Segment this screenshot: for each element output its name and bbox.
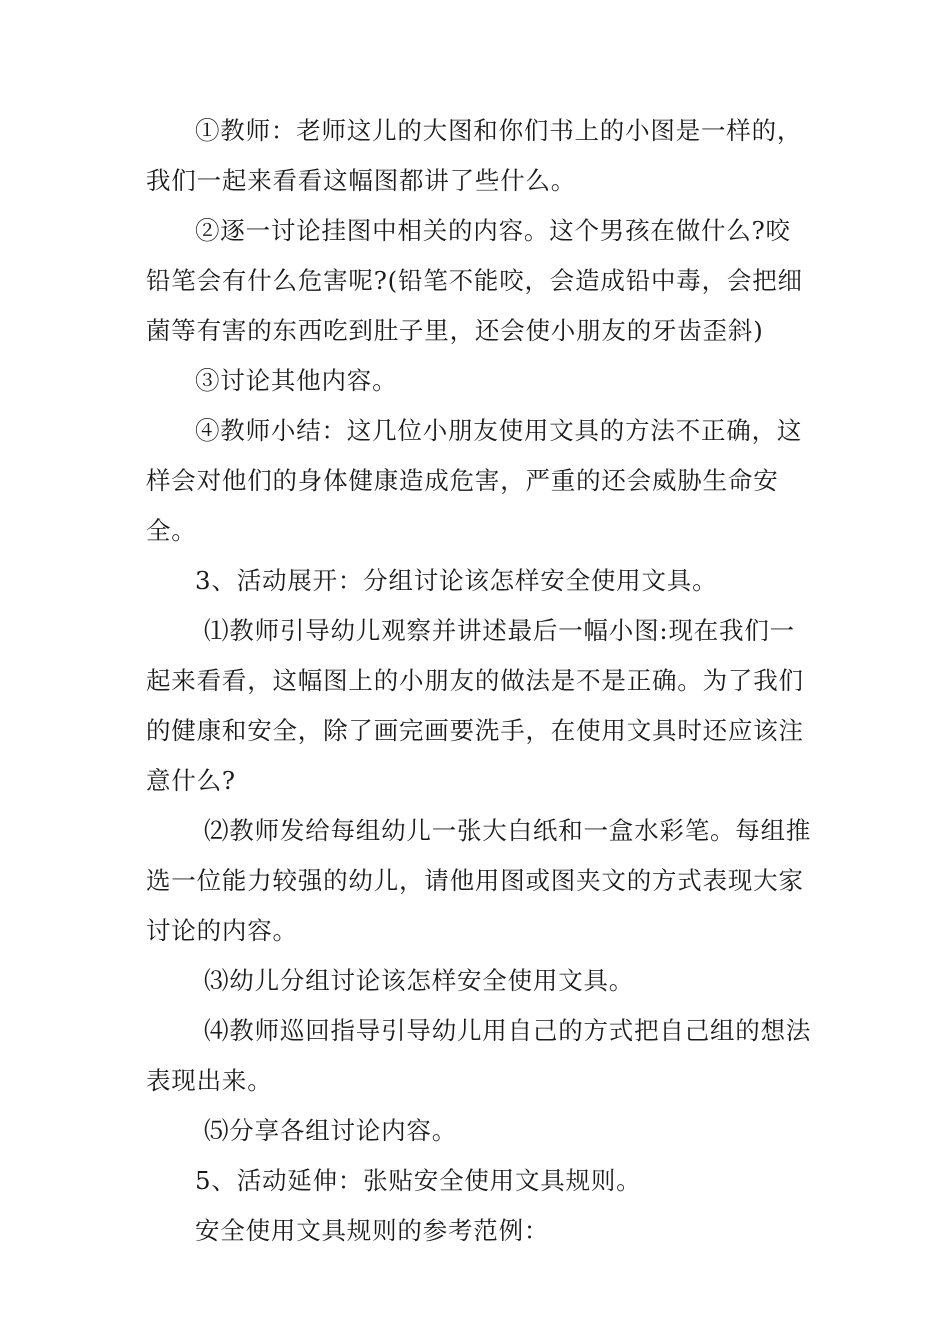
paragraph-step-1: ⑴教师引导幼儿观察并讲述最后一幅小图:现在我们一起来看看，这幅图上的小朋友的做法是不是正确。为了我们的健康和安全，除了画完画要洗手，在使用文具时还应该注意什么? <box>146 616 804 795</box>
paragraph-discuss-chart: ②逐一讨论挂图中相关的内容。这个男孩在做什么?咬铅笔会有什么危害呢?(铅笔不能咬，会造成铅中毒，会把细菌等有害的东西吃到肚子里，还会使小朋友的牙齿歪斜) <box>146 216 803 345</box>
paragraph-step-5: ⑸分享各组讨论内容。 <box>204 1116 457 1145</box>
paragraph-activity-3: 3、活动展开：分组讨论该怎样安全使用文具。 <box>195 566 718 595</box>
paragraph-rules-example: 安全使用文具规则的参考范例： <box>195 1216 550 1245</box>
paragraph-step-4: ⑷教师巡回指导引导幼儿用自己的方式把自己组的想法表现出来。 <box>146 1016 812 1095</box>
document-body <box>146 106 816 1256</box>
paragraph-teacher-intro: ①教师：老师这儿的大图和你们书上的小图是一样的，我们一起来看看这幅图都讲了些什么。 <box>146 116 803 195</box>
paragraph-teacher-summary: ④教师小结：这几位小朋友使用文具的方法不正确，这样会对他们的身体健康造成危害，严重的还会威胁生命安全。 <box>146 416 803 545</box>
paragraph-step-3: ⑶幼儿分组讨论该怎样安全使用文具。 <box>204 966 635 995</box>
paragraph-discuss-other: ③讨论其他内容。 <box>195 366 398 395</box>
paragraph-activity-5: 5、活动延伸：张贴安全使用文具规则。 <box>195 1166 642 1195</box>
paragraph-step-2: ⑵教师发给每组幼儿一张大白纸和一盒水彩笔。每组推选一位能力较强的幼儿，请他用图或图夹文的方式表现大家讨论的内容。 <box>146 816 812 945</box>
